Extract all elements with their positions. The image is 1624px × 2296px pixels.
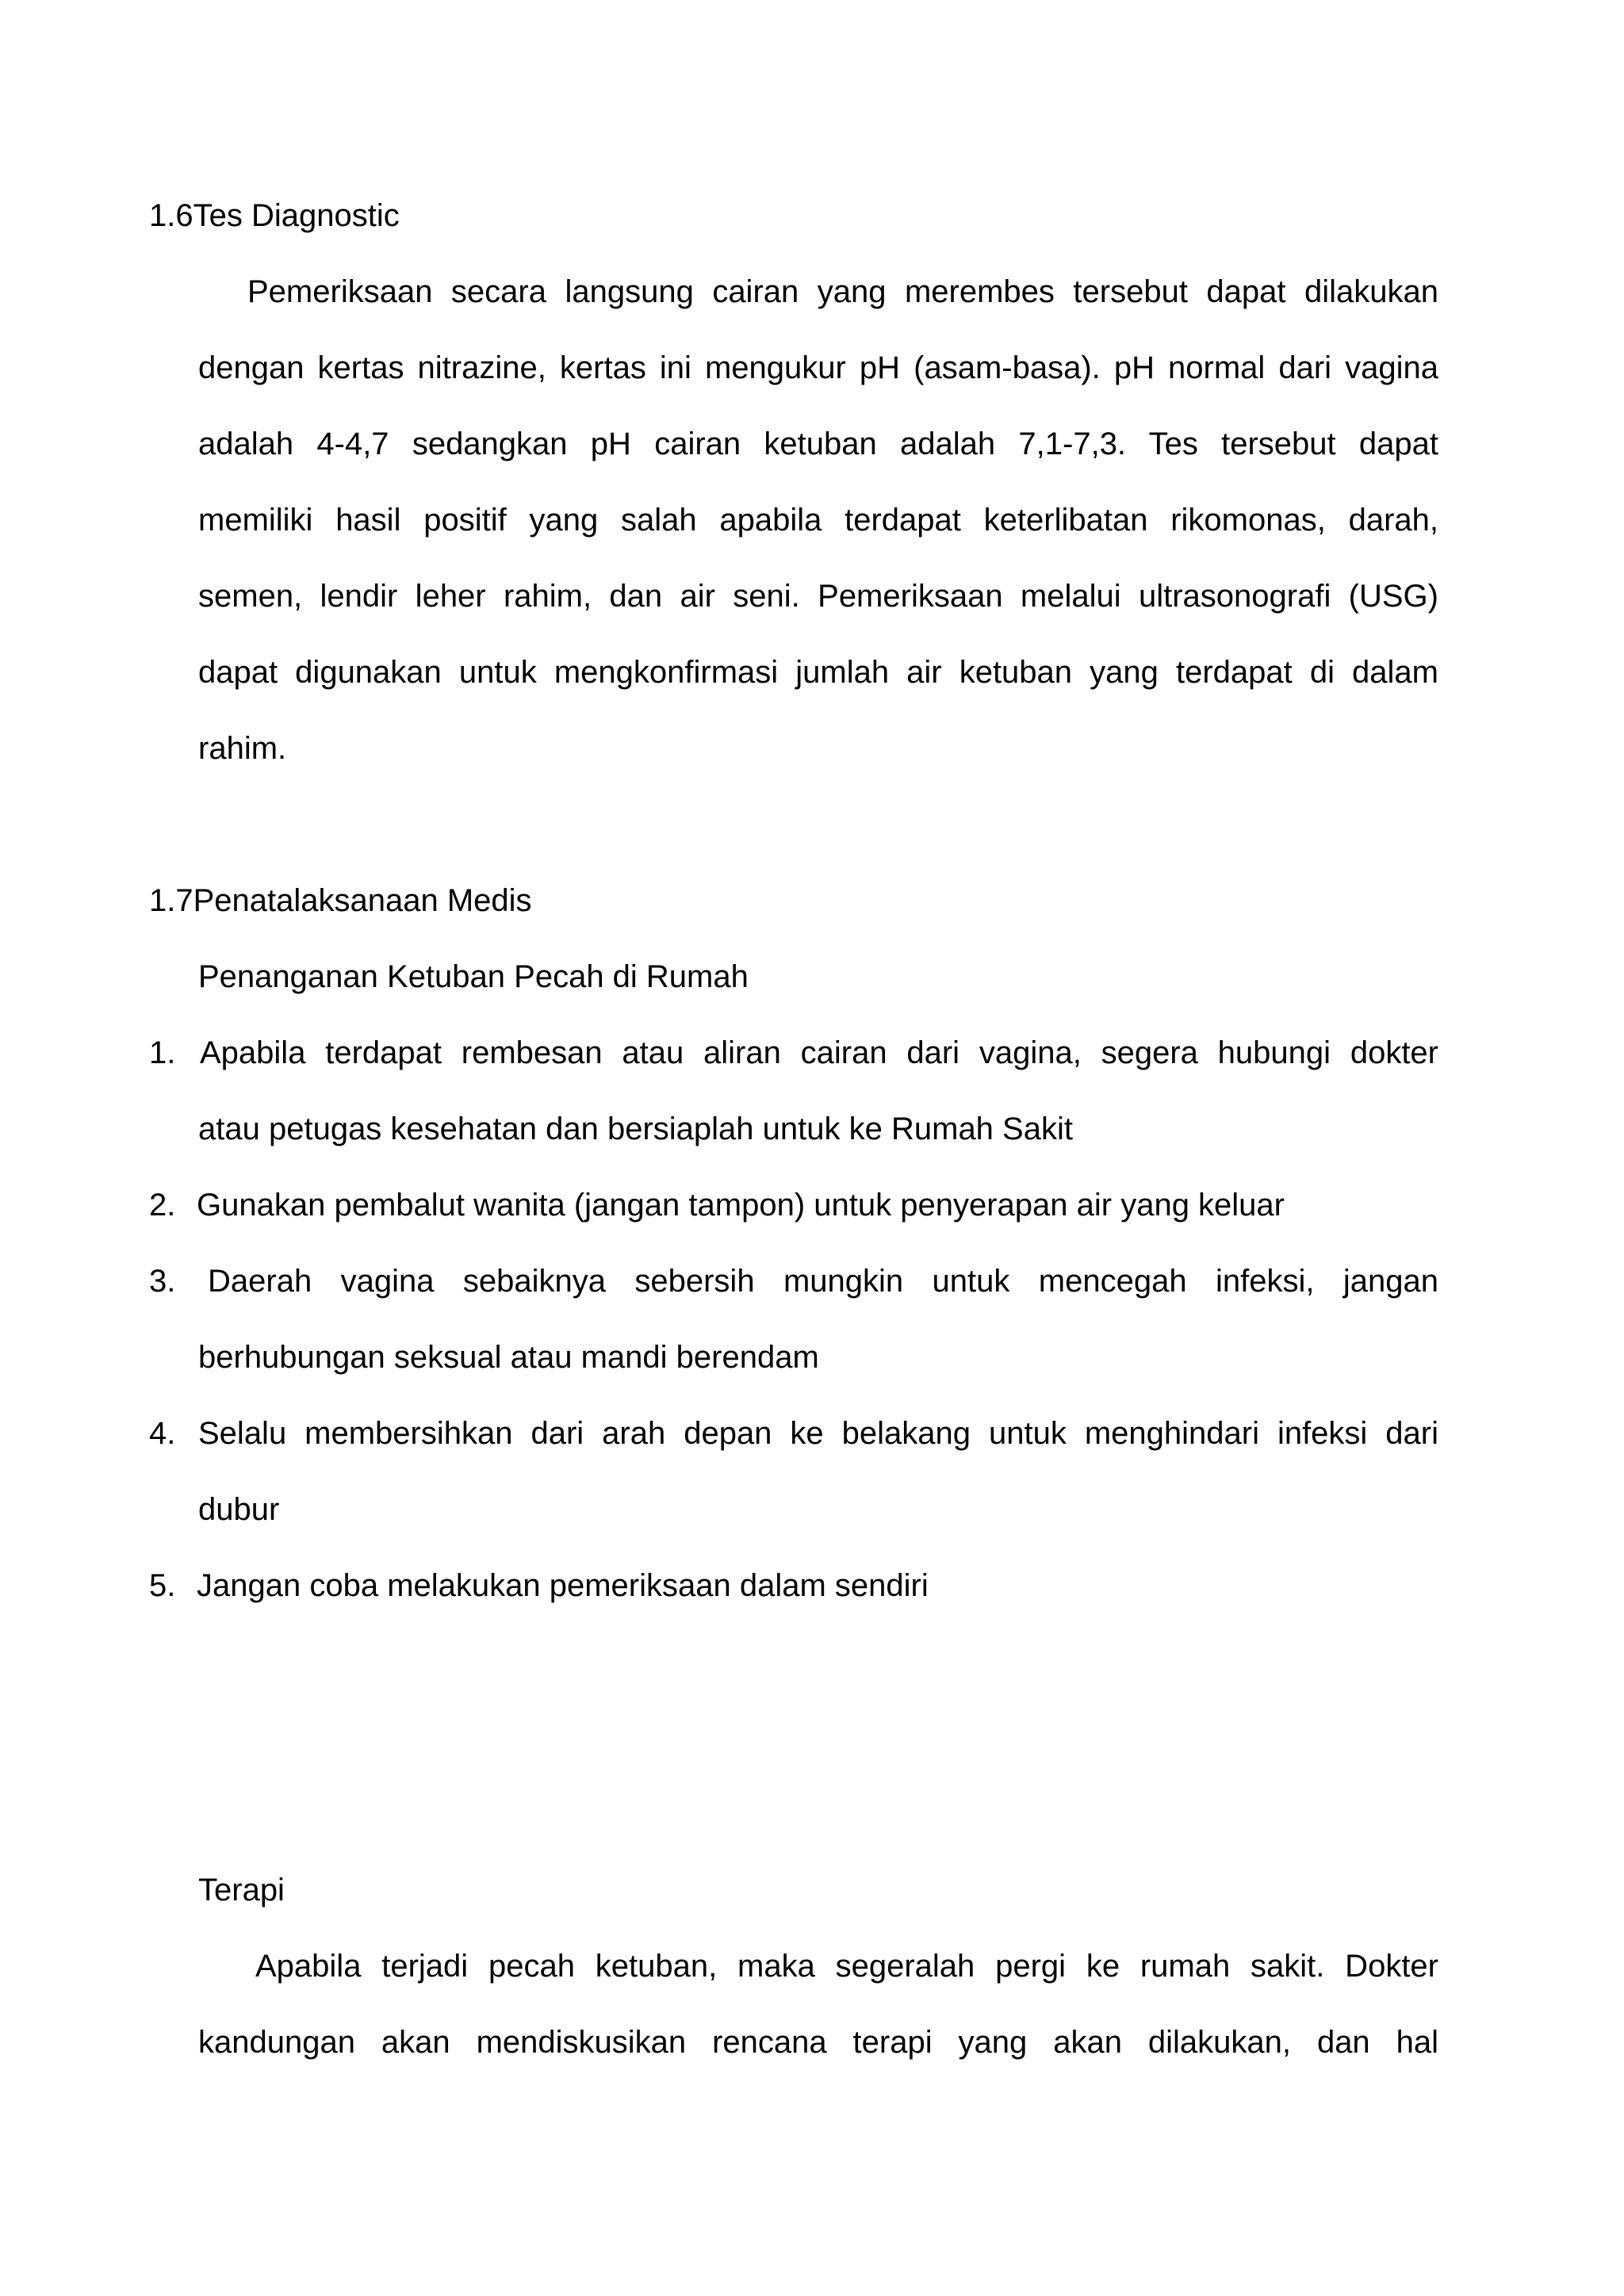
subheading-penanganan-ketuban: Penanganan Ketuban Pecah di Rumah (198, 959, 749, 994)
list-item-number: 3. (149, 1264, 176, 1299)
list-item-number: 4. (149, 1416, 176, 1451)
list-item-number: 5. (149, 1568, 176, 1603)
paragraph-line: kandungan akan mendiskusikan rencana terapi yang akan dilakukan, dan hal (198, 2025, 1438, 2060)
paragraph-line: dengan kertas nitrazine, kertas ini mengukur pH (asam-basa). pH normal dari vagina (198, 350, 1438, 385)
section-heading-penatalaksanaan-medis: 1.7Penatalaksanaan Medis (149, 883, 532, 918)
list-item-text: Apabila terdapat rembesan atau aliran cairan dari vagina, segera hubungi dokter (200, 1035, 1438, 1070)
list-item-number: 2. (149, 1188, 176, 1223)
list-item-text: Gunakan pembalut wanita (jangan tampon) untuk penyerapan air yang keluar (197, 1188, 1285, 1223)
list-item-text: dubur (198, 1492, 280, 1527)
list-item-text: Daerah vagina sebaiknya sebersih mungkin untuk mencegah infeksi, jangan (208, 1264, 1438, 1299)
paragraph-line: Apabila terjadi pecah ketuban, maka segeralah pergi ke rumah sakit. Dokter (255, 1949, 1438, 1984)
section-heading-tes-diagnostic: 1.6Tes Diagnostic (149, 198, 400, 233)
paragraph-line: semen, lendir leher rahim, dan air seni. Pemeriksaan melalui ultrasonografi (USG) (198, 579, 1438, 614)
paragraph-line: memiliki hasil positif yang salah apabila terdapat keterlibatan rikomonas, darah, (198, 503, 1438, 538)
paragraph-line: Pemeriksaan secara langsung cairan yang merembes tersebut dapat dilakukan (247, 274, 1438, 309)
list-item-text: atau petugas kesehatan dan bersiaplah untuk ke Rumah Sakit (198, 1112, 1073, 1146)
list-item-number: 1. (149, 1035, 176, 1070)
paragraph-line: rahim. (198, 731, 287, 766)
list-item-text: Jangan coba melakukan pemeriksaan dalam sendiri (197, 1568, 929, 1603)
paragraph-line: dapat digunakan untuk mengkonfirmasi jumlah air ketuban yang terdapat di dalam (198, 655, 1438, 690)
list-item-text: Selalu membersihkan dari arah depan ke belakang untuk menghindari infeksi dari (198, 1416, 1438, 1451)
paragraph-line: adalah 4-4,7 sedangkan pH cairan ketuban adalah 7,1-7,3. Tes tersebut dapat (198, 427, 1438, 461)
list-item-text: berhubungan seksual atau mandi berendam (198, 1340, 819, 1375)
subheading-terapi: Terapi (198, 1873, 285, 1908)
